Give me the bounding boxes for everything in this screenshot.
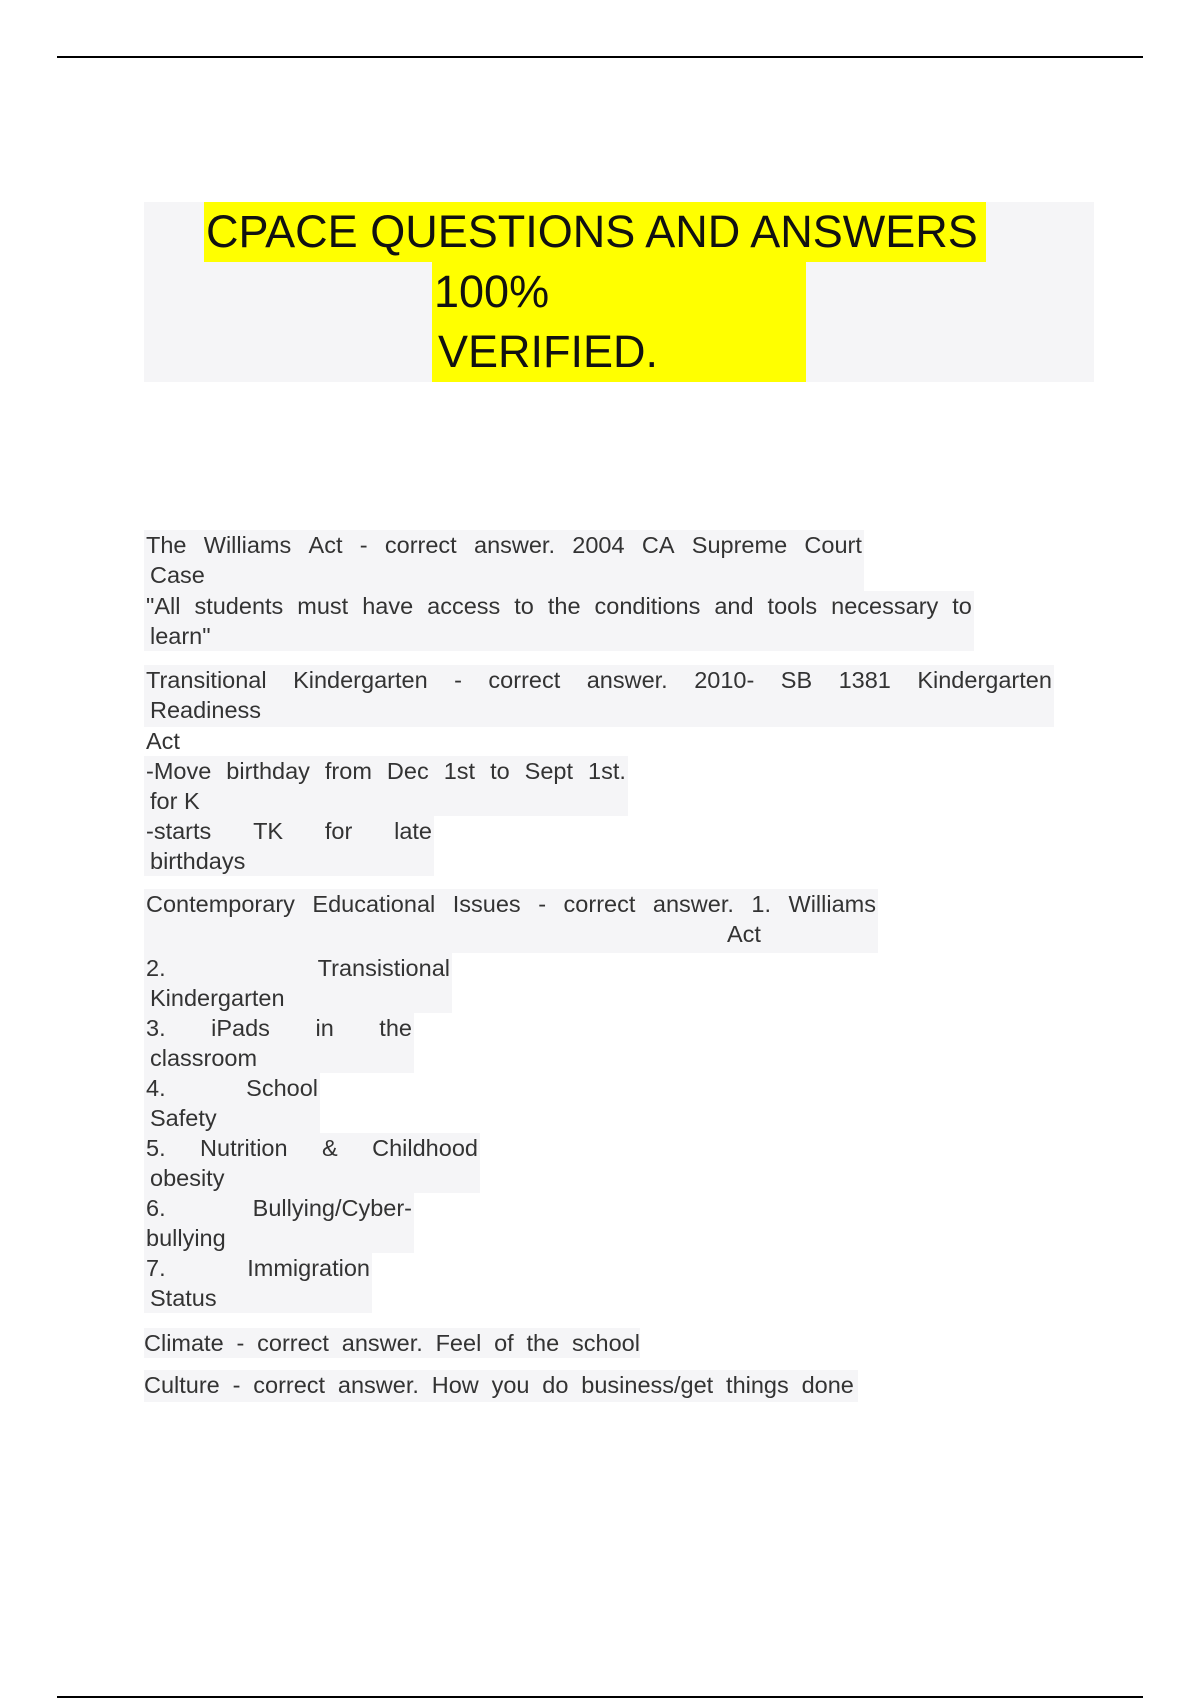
entry-line xyxy=(146,953,450,983)
word: answer. xyxy=(474,532,555,558)
entry-line: obesity xyxy=(150,1165,225,1191)
entry-line: Case xyxy=(150,562,205,588)
entry-line: Readiness xyxy=(150,697,262,723)
word: Childhood xyxy=(372,1135,478,1161)
word: to xyxy=(952,593,972,619)
entry-tk-act xyxy=(144,726,204,756)
document-title-line1: CPACE QUESTIONS AND ANSWERS xyxy=(204,202,986,262)
entry-line xyxy=(146,756,626,786)
entry-line xyxy=(146,1193,412,1223)
word: Issues xyxy=(452,891,521,917)
word: necessary xyxy=(831,593,939,619)
word: 1st xyxy=(443,758,476,784)
word: late xyxy=(394,818,432,844)
issue-item-2 xyxy=(144,953,452,1013)
word: must xyxy=(297,593,349,619)
entry-transitional-kindergarten xyxy=(144,665,1054,727)
entry-line xyxy=(146,591,972,621)
entry-line: for K xyxy=(150,788,200,814)
word: 2010- xyxy=(694,667,755,693)
word: have xyxy=(362,593,414,619)
word: 1. xyxy=(751,891,772,917)
word: the xyxy=(379,1015,412,1041)
word: done xyxy=(801,1372,854,1398)
word: answer. xyxy=(586,667,668,693)
issue-item-3 xyxy=(144,1013,414,1073)
word: Court xyxy=(804,532,862,558)
word: - xyxy=(538,891,547,917)
word: 2. xyxy=(146,955,166,981)
entry-culture xyxy=(144,1370,858,1402)
word: - xyxy=(454,667,462,693)
entry-line xyxy=(146,1253,370,1283)
word: you xyxy=(491,1372,530,1398)
document-title-line2: 100% xyxy=(432,262,806,322)
entry-line xyxy=(146,889,876,919)
word: 6. xyxy=(146,1195,166,1221)
issue-item-7 xyxy=(144,1253,372,1313)
word: Feel xyxy=(435,1330,482,1356)
word: answer. xyxy=(341,1330,423,1356)
word: Kindergarten xyxy=(917,667,1052,693)
word: do xyxy=(542,1372,569,1398)
entry-line xyxy=(144,1328,640,1358)
word: and xyxy=(714,593,754,619)
word: Climate xyxy=(144,1330,224,1356)
header-rule xyxy=(57,56,1143,58)
entry-line xyxy=(146,1073,318,1103)
word: 1381 xyxy=(838,667,891,693)
word: Kindergarten xyxy=(293,667,428,693)
word: -Move xyxy=(146,758,212,784)
entry-line: birthdays xyxy=(150,848,246,874)
word: Williams xyxy=(788,891,876,917)
word: things xyxy=(726,1372,789,1398)
entry-contemporary-issues xyxy=(144,889,878,953)
entry-tk-move xyxy=(144,756,628,816)
entry-line xyxy=(146,530,862,560)
entry-tk-starts xyxy=(144,816,434,876)
word: from xyxy=(324,758,372,784)
word: & xyxy=(322,1135,338,1161)
entry-line: learn" xyxy=(150,623,211,649)
word: correct xyxy=(563,891,636,917)
entry-williams-quote xyxy=(144,591,974,651)
word: TK xyxy=(253,818,284,844)
word: Educational xyxy=(312,891,436,917)
word: 1st. xyxy=(588,758,626,784)
entry-line: Safety xyxy=(150,1105,217,1131)
issue-item-6 xyxy=(144,1193,414,1253)
entry-line xyxy=(144,1370,854,1400)
entry-line: Status xyxy=(150,1285,217,1311)
issue-item-4 xyxy=(144,1073,320,1133)
word: Supreme xyxy=(691,532,788,558)
word: conditions xyxy=(594,593,701,619)
entry-williams-act xyxy=(144,530,864,592)
entry-line: classroom xyxy=(150,1045,258,1071)
entry-line xyxy=(146,1013,412,1043)
word: 3. xyxy=(146,1015,166,1041)
entry-line xyxy=(146,816,432,846)
entry-line: Kindergarten xyxy=(150,985,285,1011)
word: students xyxy=(194,593,284,619)
word: answer. xyxy=(337,1372,419,1398)
entry-line: Act xyxy=(727,921,761,947)
word: to xyxy=(490,758,510,784)
word: correct xyxy=(257,1330,329,1356)
entry-line xyxy=(146,665,1052,695)
word: the xyxy=(547,593,581,619)
word: 7. xyxy=(146,1255,166,1281)
word: CA xyxy=(641,532,675,558)
entry-climate xyxy=(144,1328,640,1358)
word: Contemporary xyxy=(146,891,295,917)
word: for xyxy=(324,818,353,844)
word: Dec xyxy=(386,758,429,784)
word: 2004 xyxy=(572,532,625,558)
word: Immigration xyxy=(247,1255,370,1281)
word: correct xyxy=(253,1372,326,1398)
word: - xyxy=(236,1330,245,1356)
word: school xyxy=(572,1330,640,1356)
word: Sept xyxy=(524,758,574,784)
word: Transistional xyxy=(317,955,450,981)
word: 5. xyxy=(146,1135,166,1161)
issue-item-5 xyxy=(144,1133,480,1193)
word: answer. xyxy=(652,891,734,917)
word: -starts xyxy=(146,818,212,844)
word: access xyxy=(427,593,501,619)
word: business/get xyxy=(581,1372,714,1398)
word: Williams xyxy=(203,532,292,558)
word: of xyxy=(494,1330,514,1356)
word: - xyxy=(359,532,368,558)
word: tools xyxy=(767,593,818,619)
entry-line: Act xyxy=(146,728,180,754)
word: correct xyxy=(488,667,561,693)
entry-line xyxy=(146,1133,478,1163)
word: Transitional xyxy=(146,667,267,693)
document-title-line3: VERIFIED. xyxy=(432,322,806,382)
word: correct xyxy=(384,532,457,558)
word: Bullying/Cyber- xyxy=(252,1195,412,1221)
word: to xyxy=(514,593,534,619)
word: 4. xyxy=(146,1075,166,1101)
word: in xyxy=(315,1015,334,1041)
word: Nutrition xyxy=(200,1135,288,1161)
word: The xyxy=(146,532,187,558)
word: SB xyxy=(780,667,813,693)
word: birthday xyxy=(226,758,310,784)
word: Act xyxy=(308,532,343,558)
word: How xyxy=(431,1372,479,1398)
word: the xyxy=(526,1330,560,1356)
word: "All xyxy=(146,593,181,619)
entry-line: bullying xyxy=(146,1225,226,1251)
word: - xyxy=(232,1372,241,1398)
footer-rule xyxy=(57,1696,1143,1698)
word: Culture xyxy=(144,1372,220,1398)
word: iPads xyxy=(211,1015,270,1041)
word: School xyxy=(246,1075,318,1101)
